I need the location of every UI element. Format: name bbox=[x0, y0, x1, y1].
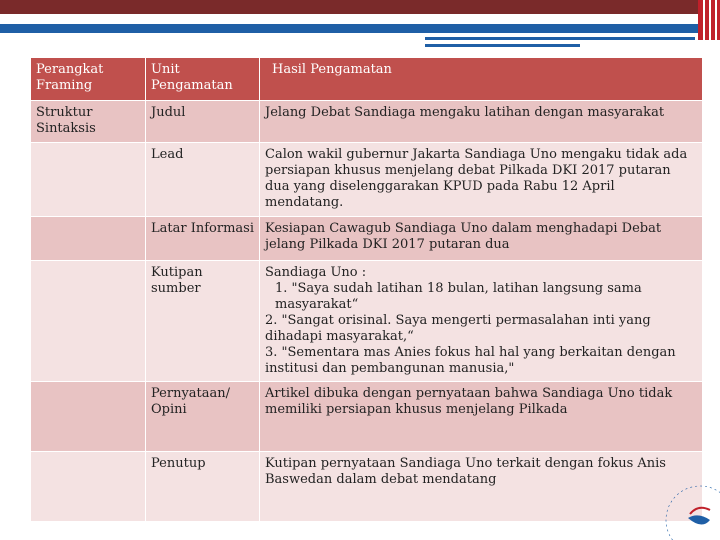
corner-accent bbox=[698, 0, 720, 40]
unit-cell: Latar Informasi bbox=[146, 217, 260, 261]
header-line-1 bbox=[425, 37, 695, 40]
quote-item: 2. "Sangat orisinal. Saya mengerti permasalahan inti yang dihadapi masyarakat,“ bbox=[265, 313, 651, 344]
result-cell: Kesiapan Cawagub Sandiaga Uno dalam menghadapi Debat jelang Pilkada DKI 2017 putaran dua bbox=[260, 217, 703, 261]
unit-cell: Penutup bbox=[146, 452, 260, 522]
header-hasil-pengamatan: Hasil Pengamatan bbox=[260, 58, 703, 101]
table-row bbox=[31, 261, 703, 382]
category-cell bbox=[31, 143, 146, 217]
header-bar-blue bbox=[0, 24, 720, 33]
unit-cell: Lead bbox=[146, 143, 260, 217]
unit-cell: Pernyataan/ Opini bbox=[146, 382, 260, 452]
table-row bbox=[31, 382, 703, 452]
quote-item: 1. "Saya sudah latihan 18 bulan, latihan langsung sama masyarakat“ bbox=[275, 281, 642, 312]
table-row bbox=[31, 452, 703, 522]
category-cell: Struktur Sintaksis bbox=[31, 101, 146, 143]
unit-cell: Kutipan sumber bbox=[146, 261, 260, 382]
category-cell bbox=[31, 217, 146, 261]
table-header-row bbox=[31, 58, 703, 101]
header-bar-dark bbox=[0, 0, 720, 14]
unit-cell: Judul bbox=[146, 101, 260, 143]
header-perangkat-framing: Perangkat Framing bbox=[31, 58, 146, 101]
header-unit-pengamatan: Unit Pengamatan bbox=[146, 58, 260, 101]
result-cell bbox=[260, 261, 703, 382]
result-cell: Calon wakil gubernur Jakarta Sandiaga Uno mengaku tidak ada persiapan khusus menjelang debat Pilkada DKI 2017 putaran dua yang diselenggarakan KPUD pada Rabu 12 April mendatang. bbox=[260, 143, 703, 217]
category-cell bbox=[31, 452, 146, 522]
quote-item: 3. "Sementara mas Anies fokus hal hal yang berkaitan dengan institusi dan pembangunan manusia," bbox=[265, 345, 676, 376]
result-cell: Artikel dibuka dengan pernyataan bahwa Sandiaga Uno tidak memiliki persiapan khusus menjelang Pilkada bbox=[260, 382, 703, 452]
quote-intro: Sandiaga Uno : bbox=[265, 265, 367, 280]
table-row bbox=[31, 217, 703, 261]
category-cell bbox=[31, 382, 146, 452]
category-cell bbox=[31, 261, 146, 382]
framing-table bbox=[30, 57, 703, 522]
result-cell: Kutipan pernyataan Sandiaga Uno terkait dengan fokus Anis Baswedan dalam debat mendatang bbox=[260, 452, 703, 522]
university-seal-logo-icon bbox=[650, 470, 720, 540]
result-cell: Jelang Debat Sandiaga mengaku latihan dengan masyarakat bbox=[260, 101, 703, 143]
table-row bbox=[31, 143, 703, 217]
table-row bbox=[31, 101, 703, 143]
header-line-2 bbox=[425, 44, 580, 47]
